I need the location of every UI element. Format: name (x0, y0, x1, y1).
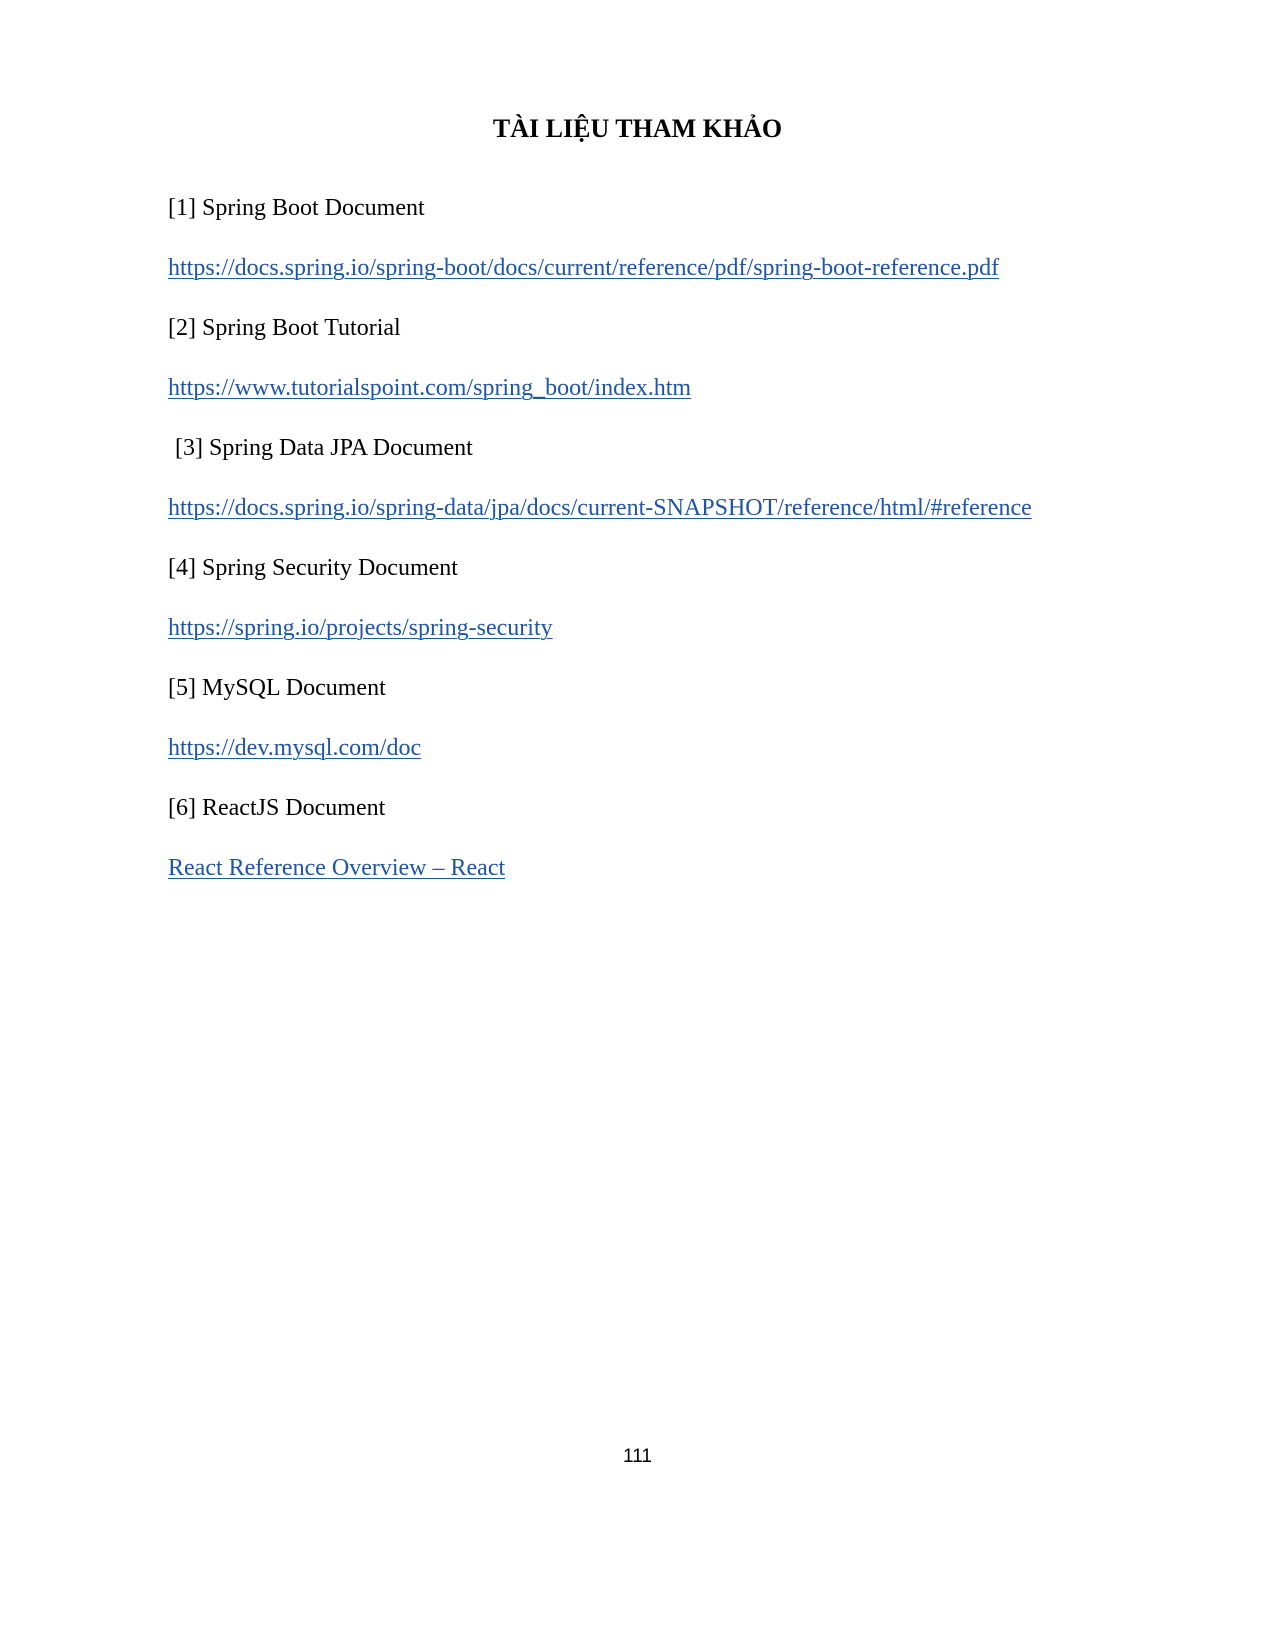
reference-item (168, 553, 1228, 643)
reference-list (168, 193, 1228, 913)
reference-link[interactable]: https://spring.io/projects/spring-security (168, 615, 553, 641)
reference-link[interactable]: https://docs.spring.io/spring-boot/docs/current/reference/pdf/spring-boot-reference.pdf (168, 255, 1000, 281)
reference-item (168, 793, 1228, 883)
reference-link[interactable]: https://dev.mysql.com/doc (168, 735, 422, 761)
reference-item (168, 313, 1228, 403)
reference-label: [1] Spring Boot Document (168, 195, 425, 221)
reference-item (168, 433, 1228, 523)
reference-label: [2] Spring Boot Tutorial (168, 315, 401, 341)
reference-item (168, 193, 1228, 283)
page-title: TÀI LIỆU THAM KHẢO (492, 114, 783, 143)
reference-label: [3] Spring Data JPA Document (175, 435, 473, 461)
page-number: 111 (623, 1446, 652, 1467)
reference-link[interactable]: https://www.tutorialspoint.com/spring_boot/index.htm (168, 375, 692, 401)
reference-label: [4] Spring Security Document (168, 555, 458, 581)
reference-item (168, 673, 1228, 763)
reference-label: [5] MySQL Document (168, 675, 386, 701)
reference-link[interactable]: https://docs.spring.io/spring-data/jpa/docs/current-SNAPSHOT/reference/html/#reference (168, 495, 1032, 521)
reference-link[interactable]: React Reference Overview – React (168, 855, 506, 881)
reference-label: [6] ReactJS Document (168, 795, 386, 821)
